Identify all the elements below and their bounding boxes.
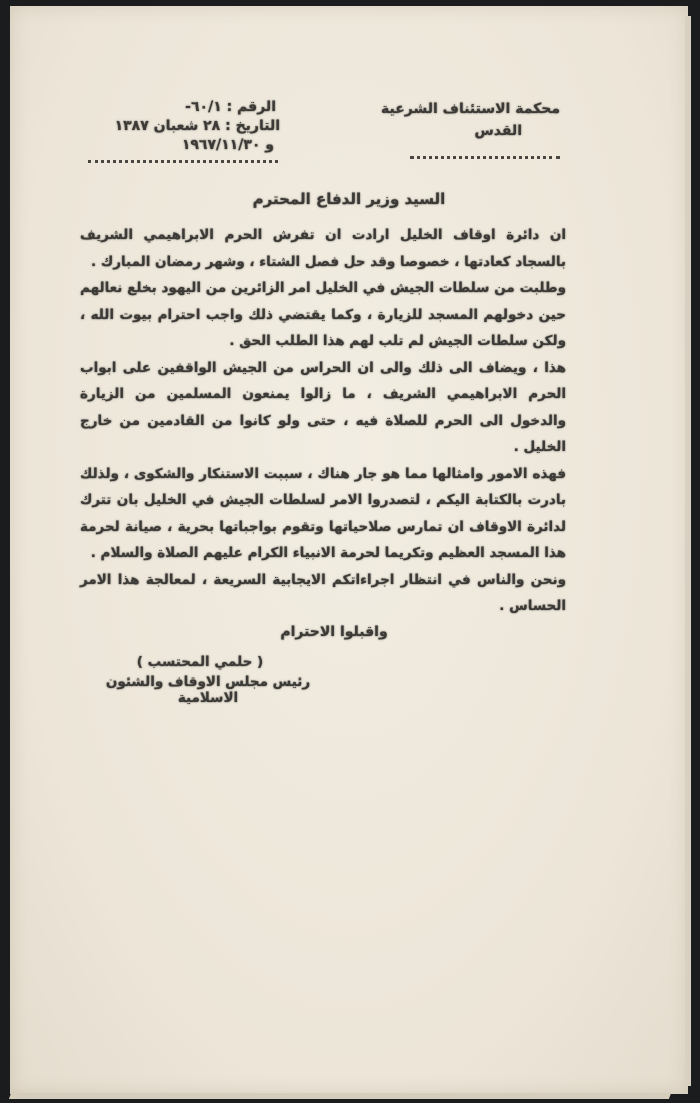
reference-block xyxy=(105,98,280,155)
body-paragraph: هذا ، ويضاف الى ذلك والى ان الحراس من الجيش الواقفين على ابواب الحرم الابراهيمي الشريف ، ما زالوا يمنعون المسلمين من الزيارة والدخول الى الحرم للصلاة فيه ، حتى ولو كانوا من القادمين من خارج الخليل . xyxy=(80,359,566,455)
letterhead-underline xyxy=(410,156,560,159)
date-gregorian: و ١٩٦٧/١١/٣٠ xyxy=(181,137,274,153)
page-edge xyxy=(685,16,691,1086)
page-edge-bottom xyxy=(9,1093,671,1099)
institution-city: القدس xyxy=(474,123,522,139)
signatory-title: رئيس مجلس الاوقاف والشئون الاسلامية xyxy=(105,674,311,706)
body-paragraph: ونحن والناس في انتظار اجراءاتكم الايجابية السريعة ، لمعالجة هذا الامر الحساس . xyxy=(80,571,566,614)
letterhead xyxy=(340,98,560,142)
body-paragraph: ان دائرة اوقاف الخليل ارادت ان تفرش الحرم الابراهيمي الشريف بالسجاد كعادتها ، خصوصا وقد حل فصل الشتاء ، وشهر رمضان المبارك . xyxy=(80,227,566,270)
body-paragraph: وطلبت من سلطات الجيش في الخليل امر الزائرين من اليهود بخلع نعالهم حين دخولهم المسجد للزيارة ، وكما يقتضي ذلك واجب احترام بيوت الله ، ولكن سلطات الجيش لم تلب لهم هذا الطلب الحق . xyxy=(80,280,566,349)
institution-name: محكمة الاستئناف الشرعية xyxy=(381,101,560,117)
closing-line: واقبلوا الاحترام xyxy=(280,624,388,640)
date-hijri: التاريخ : ٢٨ شعبان ١٣٨٧ xyxy=(114,118,280,134)
signatory-name: ( حلمي المحتسب ) xyxy=(136,654,264,670)
reference-underline xyxy=(88,160,278,163)
letter-body xyxy=(80,222,566,620)
document-page xyxy=(10,6,688,1094)
reference-number: الرقم : ٦٠/١- xyxy=(185,99,276,115)
body-paragraph: فهذه الامور وامثالها مما هو جار هناك ، سببت الاستنكار والشكوى ، ولذلك بادرت بالكتابة اليكم ، لتصدروا الامر لسلطات الجيش في الخليل بان تترك لدائرة الاوقاف ان تمارس صلاحياتها وتقوم بواجباتها بحرية ، صيانة لحرمة هذا المسجد العظيم وتكريما لحرمة الانبياء الكرام عليهم الصلاة والسلام . xyxy=(80,465,566,561)
salutation-text: السيد وزير الدفاع المحترم xyxy=(252,190,446,208)
salutation xyxy=(10,190,688,208)
